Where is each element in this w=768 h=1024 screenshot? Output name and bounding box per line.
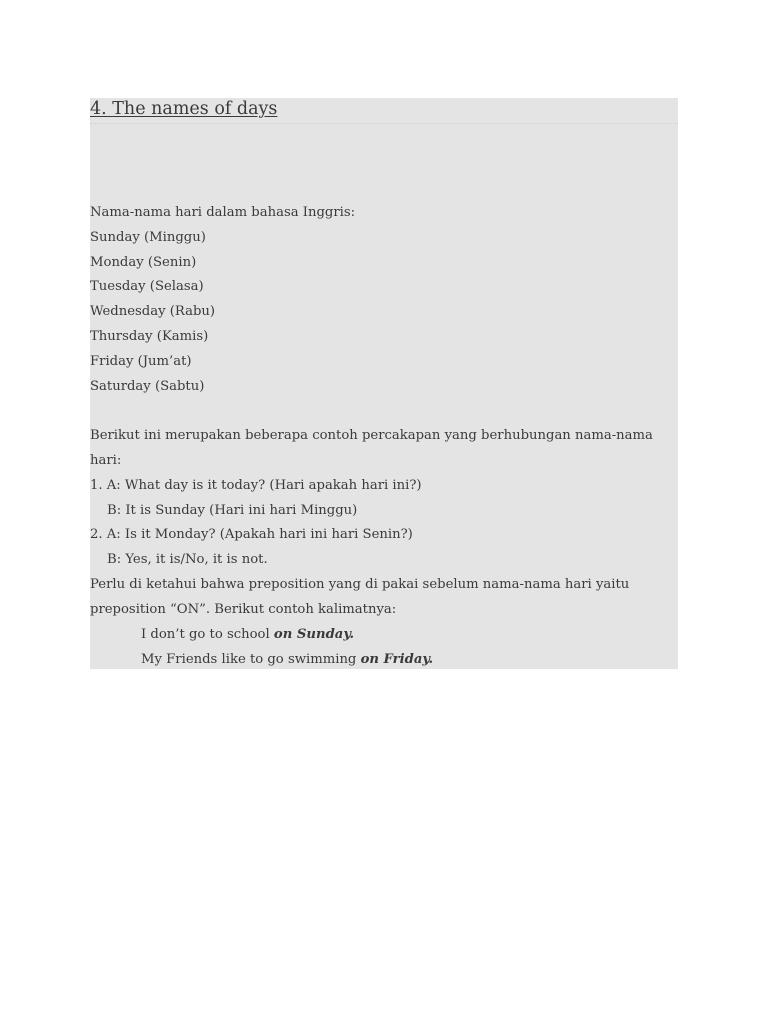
conversation-intro-line-1: Berikut ini merupakan beberapa contoh percakapan yang berhubungan nama-nama [90,428,653,443]
day-item-monday: Monday (Senin) [90,255,197,270]
example-sentence-2 [141,651,433,669]
section-heading [90,98,678,124]
conversation-line-2b: B: Yes, it is/No, it is not. [107,552,268,567]
day-item-thursday: Thursday (Kamis) [90,329,209,344]
conversation-intro-line-2: hari: [90,453,122,468]
day-item-saturday: Saturday (Sabtu) [90,379,205,394]
intro-text: Nama-nama hari dalam bahasa Inggris: [90,205,356,220]
example-sentence-2-emphasis: on Friday. [360,652,434,667]
conversation-line-1a: 1. A: What day is it today? (Hari apakah hari ini?) [90,478,422,493]
section-heading-text[interactable]: 4. The names of days [90,99,278,119]
day-item-wednesday: Wednesday (Rabu) [90,304,216,319]
example-sentence-1-emphasis: on Sunday. [273,627,355,642]
example-sentence-1-text: I don’t go to school [141,627,274,642]
day-item-friday: Friday (Jum’at) [90,354,192,369]
day-item-tuesday: Tuesday (Selasa) [90,279,204,294]
day-item-sunday: Sunday (Minggu) [90,230,206,245]
preposition-note-line-2: preposition “ON”. Berikut contoh kalimatnya: [90,602,397,617]
example-sentence-1 [141,626,354,644]
conversation-line-1b: B: It is Sunday (Hari ini hari Minggu) [107,503,358,518]
document-content-box [90,98,678,669]
preposition-note-line-1: Perlu di ketahui bahwa preposition yang di pakai sebelum nama-nama hari yaitu [90,577,630,592]
example-sentence-2-text: My Friends like to go swimming [141,652,361,667]
conversation-line-2a: 2. A: Is it Monday? (Apakah hari ini hari Senin?) [90,527,413,542]
